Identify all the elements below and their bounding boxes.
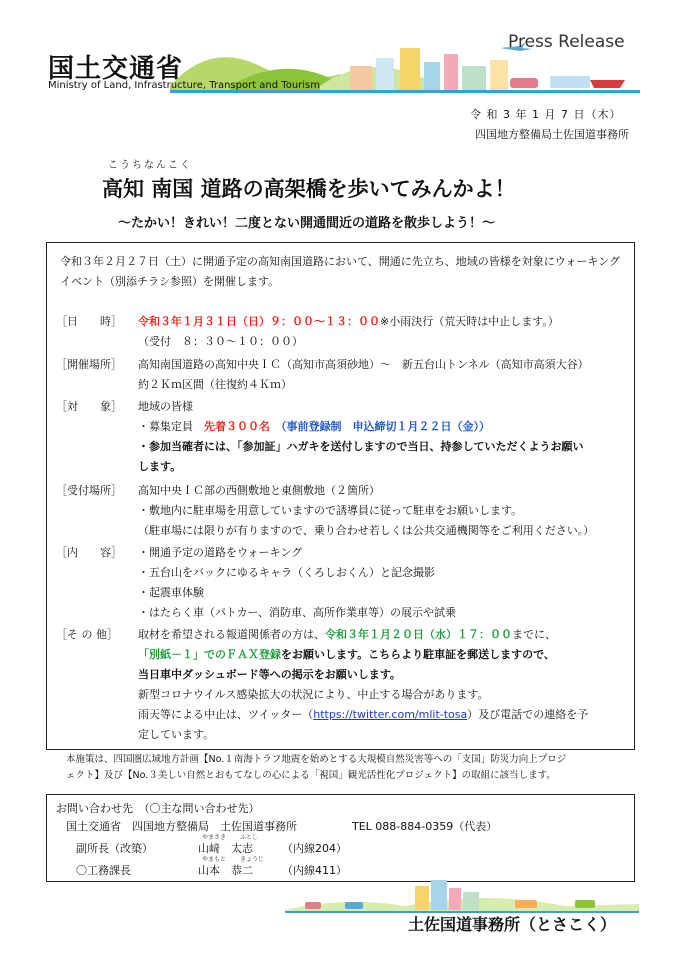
contact-person2-role: 〇工務課長: [76, 864, 131, 877]
intro-paragraph: 令和３年２月２７日（土）に開通予定の高知南国道路において、開通に先立ち、地域の皆様を対象にウォーキングイベント（別添チラシ参照）を開催します。: [60, 255, 621, 288]
target-label: ［対 象］: [56, 400, 122, 413]
project-note-line2: ェクト】及び【No.３美しい自然とおもてなしの心による「視国」観光活性化プロジェクト】の取組に該当します。: [66, 770, 556, 781]
other-label: ［そ の 他］: [56, 628, 118, 641]
contact-tel: TEL 088-884-0359（代表）: [352, 820, 498, 833]
capacity-line: [138, 417, 490, 437]
other-line1-a: 取材を希望される報道関係者の方は、: [138, 628, 325, 641]
contact-org: 国土交通省 四国地方整備局 土佐国道事務所: [66, 820, 297, 833]
contact-person2-ruby-b: きょうじ: [240, 856, 265, 863]
notice-line1: ・参加当確者には、「参加証」ハガキを送付しますので当日、持参していただくようお願い: [138, 440, 584, 453]
footer-city-graphic: [285, 876, 639, 914]
footer-office-name: 土佐国道事務所（とさこく）: [408, 915, 617, 934]
schedule-date: 令和３年１月３１日（日）９：００～１３：００: [138, 315, 380, 328]
other-line5-a: 雨天等による中止は、ツイッター（: [138, 708, 314, 721]
notice-line2: します。: [138, 460, 182, 473]
contact-person1-name: 山﨑 太志: [198, 842, 253, 855]
target-line1: 地域の皆様: [138, 400, 193, 413]
capacity-prefix: ・募集定員: [138, 420, 204, 433]
venue-label: ［開催場所］: [56, 358, 122, 371]
other-line2-b: をお願いします。こちらより駐車証を郵送しますので、: [281, 648, 555, 661]
twitter-link[interactable]: https://twitter.com/mlit-tosa: [313, 708, 468, 721]
reception-place-line1: 高知中央ＩＣ部の西側敷地と東側敷地（２箇所）: [138, 484, 380, 497]
mlit-logo-english: Ministry of Land, Infrastructure, Transport and Tourism: [48, 80, 321, 91]
venue-line2: 約２Ｋｍ区間（往復約４Ｋｍ）: [138, 378, 292, 391]
contents-label: ［内 容］: [56, 546, 122, 559]
reception-place-line2: ・敷地内に駐車場を用意していますので誘導員に従って駐車をお願いします。: [138, 504, 523, 517]
contents-item-2: ・五台山をバックにゆるキャラ（くろしおくん）と記念撮影: [138, 566, 435, 579]
contact-person2-ext: （内線411）: [282, 864, 347, 877]
other-line5-b: ）及び電話での連絡を予: [467, 708, 589, 721]
reception-place-label: ［受付場所］: [56, 484, 122, 497]
title-block: [102, 156, 516, 203]
contact-person2-name: 山本 恭二: [198, 864, 253, 877]
contents-item-4: ・はたらく車（パトカー、消防車、高所作業車等）の展示や試乗: [138, 606, 457, 619]
schedule-reception: （受付 ８：３０～１０：００）: [138, 335, 303, 348]
schedule-line: [138, 312, 559, 332]
project-note-line1: 本施策は、四国圏広域地方計画【No.１南海トラフ地震を始めとする大規模自然災害等への「支国」防災力向上プロジ: [66, 754, 567, 765]
fax-registration: 「別紙－１」でのＦＡＸ登録: [138, 648, 281, 661]
release-date: 令 和 3 年 1 月 7 日（木）: [470, 108, 622, 121]
title-furigana: こうちなんこく: [108, 160, 192, 171]
capacity-count: 先着３００名: [204, 420, 270, 433]
contact-heading: お問い合わせ先 （〇主な問い合わせ先）: [56, 802, 260, 815]
reception-place-line3: （駐車場には限りが有りますので、乗り合わせ若しくは公共交通機関等をご利用ください。）: [138, 524, 595, 537]
other-line4: 新型コロナウイルス感染拡大の状況により、中止する場合があります。: [138, 688, 489, 701]
other-line2: [138, 645, 555, 665]
contact-person1-role: 副所長（改築）: [76, 842, 153, 855]
press-release-label: Press Release: [508, 32, 625, 52]
registration-deadline: （事前登録制 申込締切１月２２日（金））: [281, 420, 490, 433]
contact-person1-ext: （内線204）: [282, 842, 347, 855]
issuing-office: 四国地方整備局土佐国道事務所: [475, 128, 629, 141]
page-subtitle: ～たかい！きれい！二度とない開通間近の道路を散歩しよう！～: [118, 216, 496, 231]
other-line1-b: までに、: [512, 628, 556, 641]
schedule-weather-note: ※小雨決行（荒天時は中止します。）: [380, 315, 559, 328]
mlit-logo: 国土交通省: [48, 54, 184, 84]
contents-item-1: ・開通予定の道路をウォーキング: [138, 546, 303, 559]
contact-person2-ruby-a: やまもと: [202, 856, 227, 863]
project-note: [66, 752, 626, 784]
schedule-label: ［日 時］: [56, 315, 122, 328]
other-line6: 定しています。: [138, 728, 215, 741]
press-deadline: 令和３年１月２０日（水）１７：００: [325, 628, 512, 641]
contents-item-3: ・起震車体験: [138, 586, 204, 599]
page-title: 高知 南国 道路の高架橋を歩いてみんかよ！: [102, 177, 516, 201]
venue-line1: 高知南国道路の高知中央ＩＣ（高知市高須砂地）～ 新五台山トンネル（高知市高須大谷）: [138, 358, 589, 371]
contact-person1-ruby-b: ふとし: [240, 834, 259, 841]
other-line5: [138, 705, 588, 725]
other-line1: [138, 625, 556, 645]
other-line3: 当日車中ダッシュボード等への掲示をお願いします。: [138, 668, 401, 681]
contact-person1-ruby-a: やまさき: [202, 834, 227, 841]
